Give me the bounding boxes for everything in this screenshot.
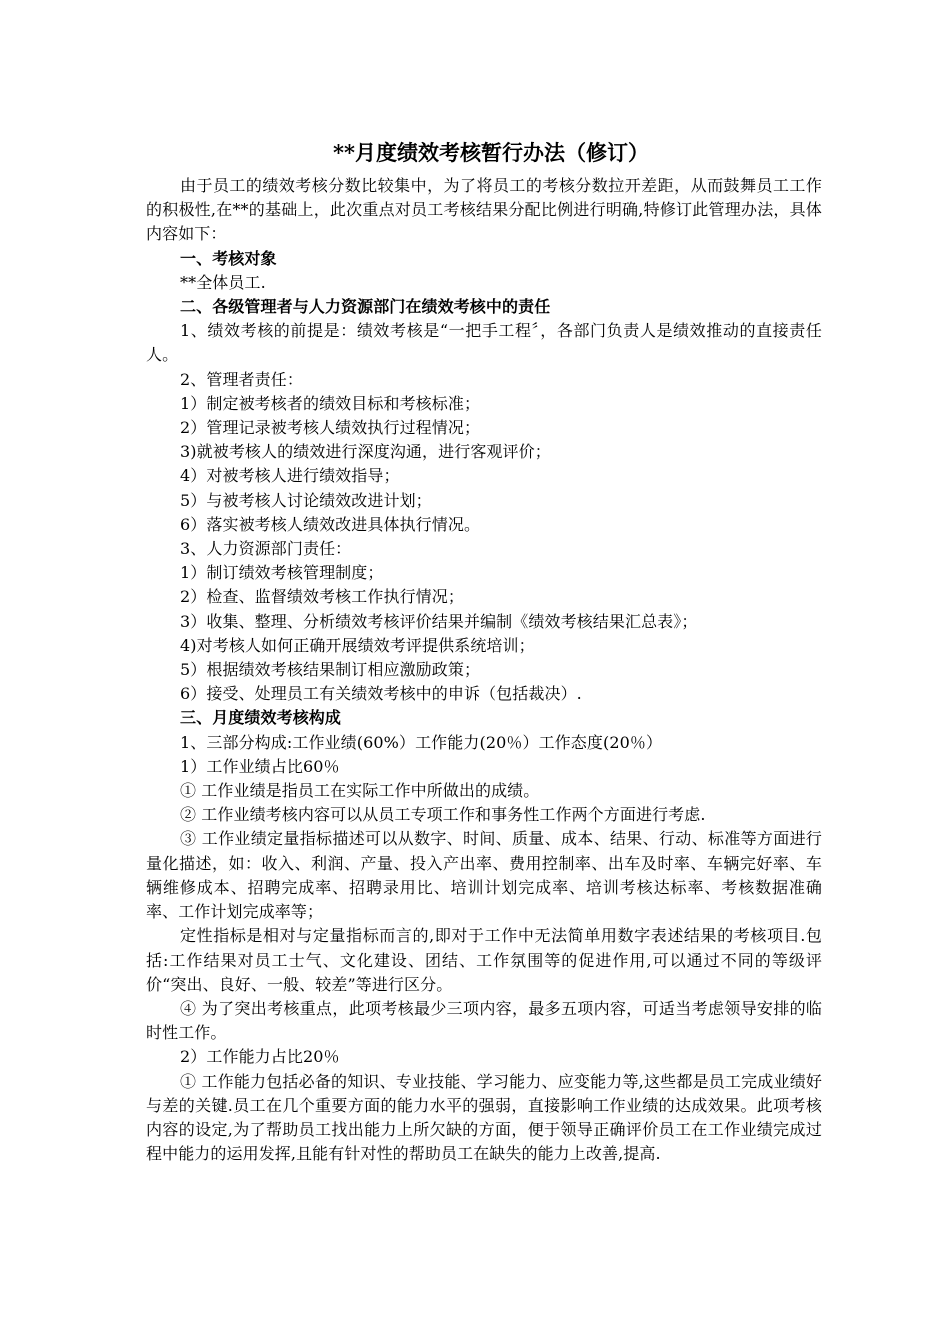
paragraph: 定性指标是相对与定量指标而言的,即对于工作中无法简单用数字表述结果的考核项目.包括:工作结果对员工士气、文化建设、团结、工作氛围等的促进作用,可以通过不同的等级评价“突出、良好、一般、较差”等进行区分。: [146, 926, 822, 994]
paragraph: ③ 工作业绩定量指标描述可以从数字、时间、质量、成本、结果、行动、标准等方面进行量化描述，如：收入、利润、产量、投入产出率、费用控制率、出车及时率、车辆完好率、车辆维修成本、招聘完成率、招聘录用比、培训计划完成率、培训考核达标率、考核数据准确率、工作计划完成率等；: [146, 829, 822, 922]
paragraph: 1）制订绩效考核管理制度；: [180, 563, 384, 583]
paragraph: 2、管理者责任：: [180, 369, 303, 389]
paragraph: 1）制定被考核者的绩效目标和考核标准；: [180, 393, 481, 413]
paragraph: 1）工作业绩占比60％: [180, 756, 340, 776]
paragraph: ① 工作业绩是指员工在实际工作中所做出的成绩。: [180, 781, 540, 801]
paragraph: 2）工作能力占比20％: [180, 1047, 340, 1067]
paragraph: 由于员工的绩效考核分数比较集中，为了将员工的考核分数拉开差距，从而鼓舞员工工作的积极性,在**的基础上，此次重点对员工考核结果分配比例进行明确,特修订此管理办法，具体内容如下：: [146, 176, 822, 244]
paragraph: 3)就被考核人的绩效进行深度沟通，进行客观评价；: [180, 442, 551, 462]
paragraph: ② 工作业绩考核内容可以从员工专项工作和事务性工作两个方面进行考虑.: [180, 805, 706, 825]
paragraph: 2）检查、监督绩效考核工作执行情况；: [180, 587, 464, 607]
paragraph: 6）接受、处理员工有关绩效考核中的申诉（包括裁决）.: [180, 684, 582, 704]
section-heading: 三、月度绩效考核构成: [180, 708, 342, 728]
section-heading: 二、各级管理者与人力资源部门在绩效考核中的责任: [180, 297, 551, 317]
paragraph: 3、人力资源部门责任：: [180, 539, 352, 559]
paragraph: 1、三部分构成:工作业绩(60%）工作能力(20％）工作态度(20％）: [180, 732, 663, 752]
section-heading: 一、考核对象: [180, 248, 277, 268]
paragraph: 4)对考核人如何正确开展绩效考评提供系统培训；: [180, 635, 535, 655]
paragraph: 5）根据绩效考核结果制订相应激励政策；: [180, 660, 481, 680]
paragraph: 4）对被考核人进行绩效指导；: [180, 466, 400, 486]
paragraph: 2）管理记录被考核人绩效执行过程情况；: [180, 418, 481, 438]
paragraph: ④ 为了突出考核重点，此项考核最少三项内容，最多五项内容，可适当考虑领导安排的临时性工作。: [146, 998, 822, 1043]
document-body: [146, 174, 822, 1166]
document-page: [146, 138, 822, 1166]
paragraph: ① 工作能力包括必备的知识、专业技能、学习能力、应变能力等,这些都是员工完成业绩好与差的关键.员工在几个重要方面的能力水平的强弱，直接影响工作业绩的达成效果。此项考核内容的设定,为了帮助员工找出能力上所欠缺的方面，便于领导正确评价员工在工作业绩完成过程中能力的运用发挥,且能有针对性的帮助员工在缺失的能力上改善,提高.: [146, 1071, 822, 1164]
paragraph: **全体员工.: [180, 272, 266, 292]
paragraph: 6）落实被考核人绩效改进具体执行情况。: [180, 514, 481, 534]
paragraph: 3）收集、整理、分析绩效考核评价结果并编制《绩效考核结果汇总表》；: [180, 611, 698, 631]
document-title: **月度绩效考核暂行办法（修订）: [333, 140, 649, 165]
paragraph: 5）与被考核人讨论绩效改进计划；: [180, 490, 432, 510]
paragraph: 1、绩效考核的前提是：绩效考核是“一把手工程〞，各部门负责人是绩效推动的直接责任人。: [146, 321, 822, 365]
